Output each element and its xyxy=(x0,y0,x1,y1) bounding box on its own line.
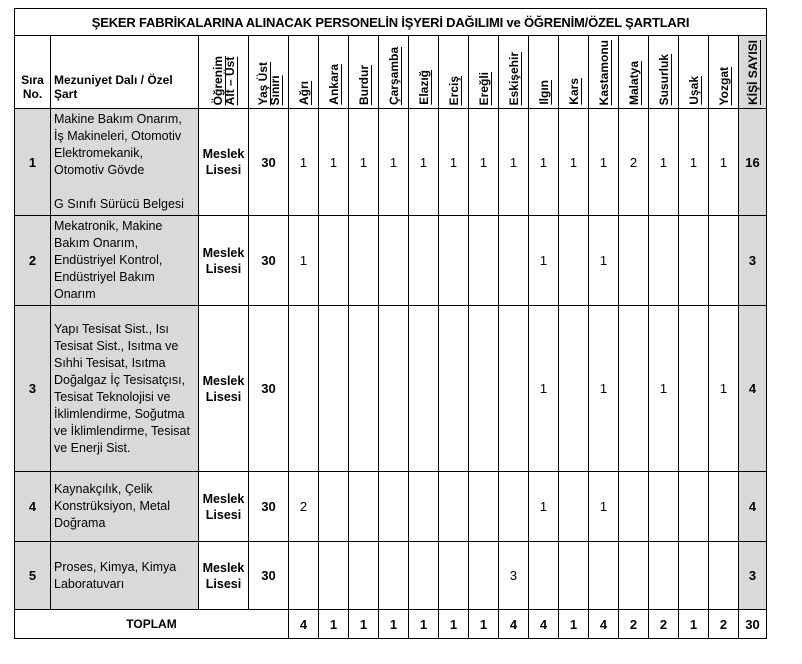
total-label: TOPLAM xyxy=(15,610,289,639)
location-count-cell xyxy=(409,472,439,542)
location-count-cell xyxy=(559,472,589,542)
location-count-cell: 1 xyxy=(499,109,529,216)
total-count-cell: 2 xyxy=(619,610,649,639)
location-count-cell xyxy=(679,306,709,472)
yas-cell: 30 xyxy=(249,216,289,306)
ogrenim-cell: Meslek Lisesi xyxy=(199,472,249,542)
location-count-cell xyxy=(709,542,739,610)
total-count-cell: 2 xyxy=(649,610,679,639)
location-count-cell: 1 xyxy=(589,216,619,306)
location-count-cell: 1 xyxy=(679,109,709,216)
row-number: 2 xyxy=(15,216,51,306)
header-location: Yozgat xyxy=(709,36,739,109)
total-count-cell: 1 xyxy=(559,610,589,639)
location-count-cell xyxy=(619,306,649,472)
table-row xyxy=(15,542,767,610)
mezuniyet-cell: Mekatronik, Makine Bakım Onarım, Endüstriyel Kontrol, Endüstriyel Bakım Onarım xyxy=(51,216,199,306)
location-count-cell xyxy=(349,542,379,610)
table-title: ŞEKER FABRİKALARINA ALINACAK PERSONELİN İŞYERİ DAĞILIMI ve ÖĞRENİM/ÖZEL ŞARTLARI xyxy=(15,9,767,36)
location-count-cell: 1 xyxy=(649,109,679,216)
location-count-cell: 1 xyxy=(649,306,679,472)
total-count-cell: 4 xyxy=(499,610,529,639)
location-count-cell xyxy=(319,216,349,306)
header-location: Susurluk xyxy=(649,36,679,109)
location-count-cell: 1 xyxy=(349,109,379,216)
total-row xyxy=(15,610,767,639)
location-count-cell xyxy=(619,542,649,610)
mezuniyet-cell: Kaynakçılık, Çelik Konstrüksiyon, Metal Doğrama xyxy=(51,472,199,542)
location-count-cell xyxy=(409,542,439,610)
location-count-cell xyxy=(469,472,499,542)
location-count-cell: 2 xyxy=(289,472,319,542)
location-count-cell xyxy=(379,472,409,542)
header-yas-siniri: Yaş Üst Sınırı xyxy=(249,36,289,109)
location-count-cell xyxy=(469,542,499,610)
yas-cell: 30 xyxy=(249,542,289,610)
kisi-sayisi-cell: 4 xyxy=(739,306,767,472)
location-count-cell: 1 xyxy=(529,109,559,216)
location-count-cell xyxy=(709,472,739,542)
header-row xyxy=(15,36,767,109)
kisi-sayisi-cell: 3 xyxy=(739,542,767,610)
location-count-cell xyxy=(649,472,679,542)
mezuniyet-cell: Yapı Tesisat Sist., Isı Tesisat Sist., Isıtma ve Sıhhi Tesisat, Isıtma Doğalgaz İç Tesisatçısı, Tesisat Teknolojisi ve İklimlendirme, Soğutma ve İklimlendirme, Tesisat ve Enerji Sist. xyxy=(51,306,199,472)
location-count-cell xyxy=(679,542,709,610)
kisi-sayisi-cell: 3 xyxy=(739,216,767,306)
location-count-cell xyxy=(499,216,529,306)
location-count-cell xyxy=(499,472,529,542)
header-location: Ilgın xyxy=(529,36,559,109)
total-count-cell: 1 xyxy=(439,610,469,639)
location-count-cell: 1 xyxy=(709,306,739,472)
header-kisi-sayisi: KİŞİ SAYISI xyxy=(739,36,767,109)
location-count-cell xyxy=(379,542,409,610)
location-count-cell xyxy=(319,542,349,610)
row-number: 1 xyxy=(15,109,51,216)
kisi-sayisi-cell: 16 xyxy=(739,109,767,216)
header-location: Uşak xyxy=(679,36,709,109)
location-count-cell: 1 xyxy=(559,109,589,216)
header-location: Ankara xyxy=(319,36,349,109)
location-count-cell xyxy=(439,542,469,610)
location-count-cell: 1 xyxy=(289,109,319,216)
total-count-cell: 1 xyxy=(469,610,499,639)
location-count-cell xyxy=(319,306,349,472)
location-count-cell: 1 xyxy=(439,109,469,216)
total-kisi-cell: 30 xyxy=(739,610,767,639)
header-sira-no: Sıra No. xyxy=(15,36,51,109)
ogrenim-cell: Meslek Lisesi xyxy=(199,306,249,472)
ogrenim-cell: Meslek Lisesi xyxy=(199,542,249,610)
location-count-cell xyxy=(709,216,739,306)
location-count-cell xyxy=(469,216,499,306)
location-count-cell: 1 xyxy=(589,109,619,216)
location-count-cell xyxy=(379,216,409,306)
total-count-cell: 1 xyxy=(349,610,379,639)
location-count-cell: 3 xyxy=(499,542,529,610)
table-row xyxy=(15,109,767,216)
location-count-cell: 1 xyxy=(529,472,559,542)
location-count-cell xyxy=(349,472,379,542)
ogrenim-cell: Meslek Lisesi xyxy=(199,109,249,216)
row-number: 4 xyxy=(15,472,51,542)
location-count-cell: 1 xyxy=(379,109,409,216)
header-location: Ağrı xyxy=(289,36,319,109)
yas-cell: 30 xyxy=(249,109,289,216)
location-count-cell: 1 xyxy=(529,216,559,306)
location-count-cell: 1 xyxy=(709,109,739,216)
location-count-cell xyxy=(439,216,469,306)
header-ogrenim: Öğrenim Alt – Üst xyxy=(199,36,249,109)
total-count-cell: 1 xyxy=(409,610,439,639)
location-count-cell xyxy=(679,216,709,306)
location-count-cell: 1 xyxy=(289,216,319,306)
location-count-cell xyxy=(349,306,379,472)
personnel-distribution-table xyxy=(14,8,767,639)
yas-cell: 30 xyxy=(249,472,289,542)
location-count-cell xyxy=(529,542,559,610)
location-count-cell: 1 xyxy=(319,109,349,216)
yas-cell: 30 xyxy=(249,306,289,472)
total-count-cell: 4 xyxy=(589,610,619,639)
header-location: Eskişehir xyxy=(499,36,529,109)
location-count-cell xyxy=(469,306,499,472)
table-row xyxy=(15,472,767,542)
total-count-cell: 1 xyxy=(379,610,409,639)
total-count-cell: 4 xyxy=(289,610,319,639)
location-count-cell: 1 xyxy=(409,109,439,216)
table-row xyxy=(15,306,767,472)
location-count-cell: 2 xyxy=(619,109,649,216)
location-count-cell xyxy=(559,306,589,472)
location-count-cell xyxy=(319,472,349,542)
row-number: 5 xyxy=(15,542,51,610)
location-count-cell xyxy=(409,306,439,472)
location-count-cell xyxy=(409,216,439,306)
header-location: Erciş xyxy=(439,36,469,109)
location-count-cell: 1 xyxy=(589,472,619,542)
mezuniyet-cell: Proses, Kimya, Kimya Laboratuvarı xyxy=(51,542,199,610)
location-count-cell: 1 xyxy=(529,306,559,472)
row-number: 3 xyxy=(15,306,51,472)
header-location: Kars xyxy=(559,36,589,109)
location-count-cell xyxy=(289,542,319,610)
header-location: Burdur xyxy=(349,36,379,109)
mezuniyet-cell: Makine Bakım Onarım, İş Makineleri, Otomotiv Elektromekanik, Otomotiv Gövde G Sınıfı Sürücü Belgesi xyxy=(51,109,199,216)
table-row xyxy=(15,216,767,306)
location-count-cell xyxy=(619,472,649,542)
header-mezuniyet: Mezuniyet Dalı / Özel Şart xyxy=(51,36,199,109)
header-location: Elazığ xyxy=(409,36,439,109)
location-count-cell: 1 xyxy=(589,306,619,472)
ogrenim-cell: Meslek Lisesi xyxy=(199,216,249,306)
location-count-cell xyxy=(349,216,379,306)
location-count-cell xyxy=(589,542,619,610)
kisi-sayisi-cell: 4 xyxy=(739,472,767,542)
location-count-cell xyxy=(439,472,469,542)
location-count-cell xyxy=(289,306,319,472)
location-count-cell xyxy=(499,306,529,472)
header-location: Ereğli xyxy=(469,36,499,109)
location-count-cell xyxy=(559,216,589,306)
location-count-cell xyxy=(619,216,649,306)
total-count-cell: 1 xyxy=(679,610,709,639)
location-count-cell: 1 xyxy=(469,109,499,216)
header-location: Çarşamba xyxy=(379,36,409,109)
location-count-cell xyxy=(679,472,709,542)
location-count-cell xyxy=(439,306,469,472)
location-count-cell xyxy=(649,216,679,306)
location-count-cell xyxy=(379,306,409,472)
location-count-cell xyxy=(559,542,589,610)
location-count-cell xyxy=(649,542,679,610)
header-location: Malatya xyxy=(619,36,649,109)
table-body xyxy=(15,109,767,610)
header-location: Kastamonu xyxy=(589,36,619,109)
total-count-cell: 1 xyxy=(319,610,349,639)
total-count-cell: 2 xyxy=(709,610,739,639)
total-count-cell: 4 xyxy=(529,610,559,639)
